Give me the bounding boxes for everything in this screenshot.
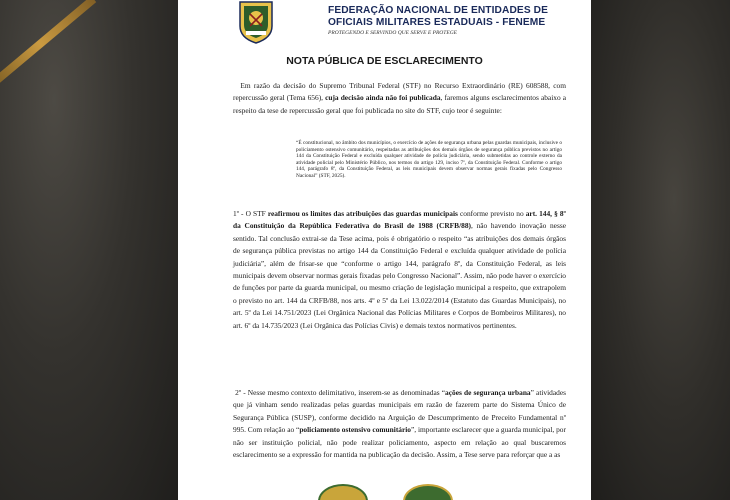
seal-left-icon (318, 484, 368, 500)
p2-bold-2: policiamento ostensivo comunitário (299, 425, 411, 435)
intro-text-2: , faremos alguns esclarecimentos abaixo a respeito da tese de repercussão geral que foi publicada no site do STF, cujo teor é seguinte: (233, 93, 566, 115)
background-left (0, 0, 180, 500)
p1-bold-1: reafirmou os limites das atribuições das guardas municipais (267, 209, 458, 218)
feneme-logo (236, 0, 276, 44)
p1-text-2: conforme previsto no (457, 209, 526, 218)
p1-text-3: , não havendo inovação nesse sentido. Tal conclusão extrai-se da Tese acima, pois é obrigatório o respeito “as atribuições dos demais órgãos de segurança pública previstas no artigo 144 da Constituição Federal e excluída qualquer atividade de polícia judiciária”, além de frisar-se que “conforme o artigo 144, parágrafo 8º, da Constituição Federal, as leis municipais devem observar normas gerais fixadas pelo Congresso Nacional”. Assim, não pode haver o exercício de funções por parte da guarda municipal, ou mesmo criação de legislação municipal a respeito, que extrapolem o previsto no art. 144 da CRFB/88, nos arts. 4º e 5º da Lei 13.022/2014 (Estatuto das Guardas Municipais), no art. 5º da Lei 14.751/2023 (Lei Orgânica Nacional das Polícias Militares e Corpos de Bombeiros Militares), no art. 6º da 14.735/2023 (Lei Orgânica das Polícias Civis) e demais textos normativos pertinentes. (233, 221, 566, 330)
tese-quote: “É constitucional, no âmbito dos municípios, o exercício de ações de segurança urbana pelas guardas municipais, inclusive o policiamento ostensivo comunitário, respeitadas as atribuições dos demais órgãos de segurança pública previstos no artigo 144 da Constituição Federal e excluída qualquer atividade de polícia judiciária, sendo submetidas ao controle externo da atividade policial pelo Ministério Público, nos termos do artigo 129, inciso 7º, da Constituição Federal. Conforme o artigo 144, parágrafo 8º, da Constituição Federal, as leis municipais devem observar normas gerais fixadas pelo Congresso Nacional” (STF, 2025). (296, 140, 562, 179)
org-name-line2: OFICIAIS MILITARES ESTADUAIS - FENEME (328, 17, 546, 28)
p1-text-1: 1º - O STF (233, 209, 268, 218)
p2-text-2: ” atividades que já vinham sendo realizadas pelas guardas municipais em razão de fazerem parte do Sistema Único de Segurança Pública (SUSP), conforme decidido na Arguição de Descumprimento de Preceito Fundamental nº 995. Com relação ao “ (233, 388, 566, 435)
p2-text-1: 2º - Nesse mesmo contexto delimitativo, inserem-se as denominadas “ (235, 388, 446, 397)
org-name-line1: FEDERAÇÃO NACIONAL DE ENTIDADES DE (328, 5, 548, 16)
p2-text-3: ”, importante esclarecer que a guarda municipal, por não ser instituição policial, não pode realizar policiamento, aspecto em relação ao qual buscaremos esclarecimento se a expressão for mantida na publicação da decisão. Assim, a Tese serve para reforçar que a as (233, 425, 566, 460)
organization-name (328, 5, 578, 29)
background-right (590, 0, 730, 500)
seal-right-icon (403, 484, 453, 500)
intro-text-1: Em razão da decisão do Supremo Tribunal Federal (STF) no Recurso Extraordinário (RE) 608588, com repercussão geral (Tema 656), (233, 81, 566, 103)
intro-bold-1: cuja decisão ainda não foi publicada (325, 93, 441, 103)
paragraph-1 (233, 208, 566, 332)
document-title: NOTA PÚBLICA DE ESCLARECIMENTO (286, 55, 483, 67)
intro-paragraph (233, 80, 566, 117)
p2-bold-1: ações de segurança urbana (445, 388, 531, 397)
p1-bold-2: art. 144, § 8º da Constituição da República Federativa do Brasil de 1988 (CRFB/88) (233, 209, 566, 231)
paragraph-2 (233, 387, 566, 461)
document-page (178, 0, 591, 500)
org-motto: PROTEGENDO E SERVINDO QUE SERVE E PROTEGE (328, 30, 458, 36)
